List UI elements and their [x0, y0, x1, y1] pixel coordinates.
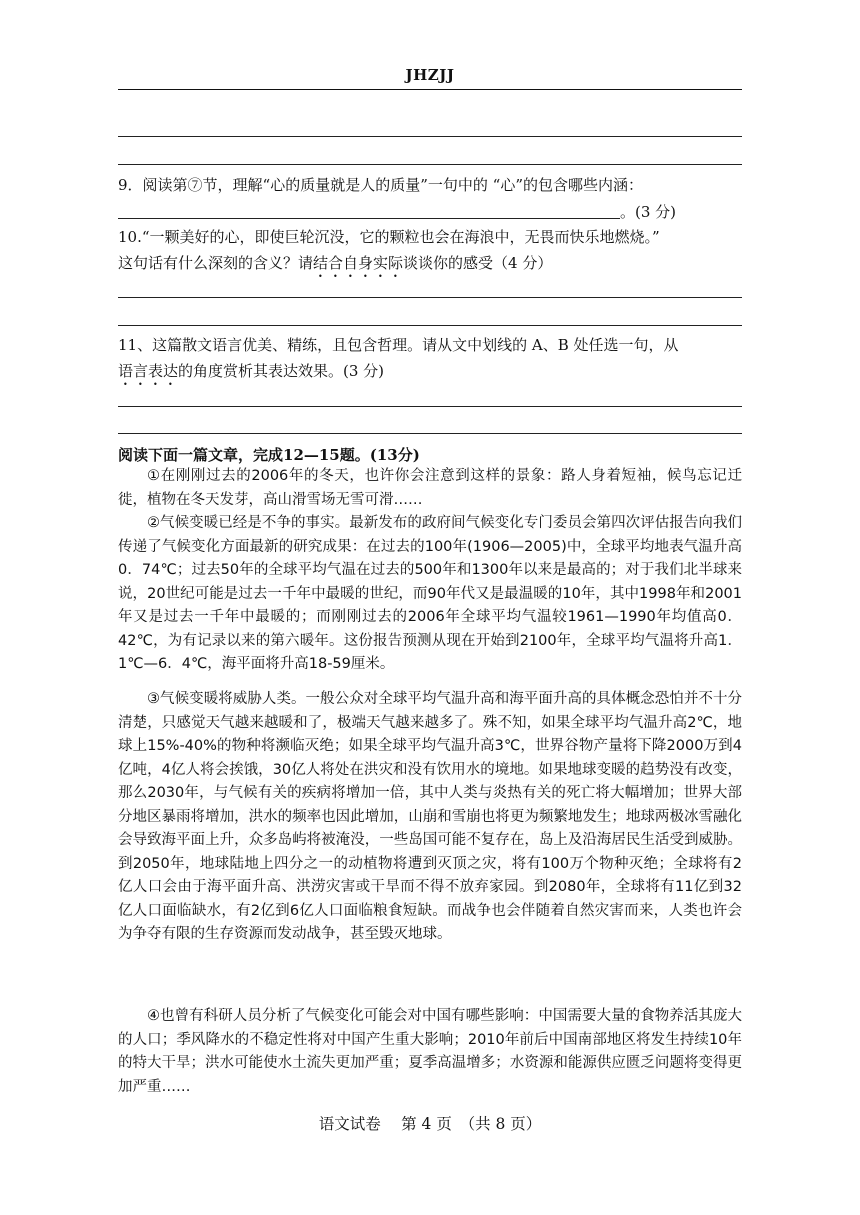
section-title: 阅读下面一篇文章，完成12—15题。(13分)	[118, 446, 420, 464]
article-paragraph-1: ①在刚刚过去的2006年的冬天，也许你会注意到这样的景象：路人身着短袖，候鸟忘记迁徙，植物在冬天发芽，高山滑雪场无雪可滑……	[118, 468, 742, 508]
answer-line	[118, 406, 742, 407]
question-10-score: 谈谈你的感受（4 分）	[403, 254, 553, 272]
question-10-prompt: 这句话有什么深刻的含义？请	[118, 254, 314, 272]
article-paragraph-2: ②气候变暖已经是不争的事实。最新发布的政府间气候变化专门委员会第四次评估报告向我们传递了气候变化方面最新的研究成果：在过去的100年(1906—2005)中，全球平均地表气温升高0．74℃；过去50年的全球平均气温在过去的500年和1300年以来是最高的；对于我们北半球来说，20世纪可能是过去一千年中最暖的世纪，而90年代又是最温暖的10年，其中1998年和2001年又是过去一千年中最暖的；而刚刚过去的2006年全球平均气温较1961—1990年均值高0．42℃，为有记录以来的第六暖年。这份报告预测从现在开始到2100年，全球平均气温将升高1．1℃—6．4℃，海平面将升高18-59厘米。	[118, 515, 742, 672]
page-footer: 语文试卷 第 4 页 （共 8 页）	[318, 1115, 542, 1133]
header-rule	[118, 89, 742, 90]
answer-line	[118, 325, 742, 326]
article-paragraph-3: ③气候变暖将威胁人类。一般公众对全球平均气温升高和海平面升高的具体概念恐怕并不十分清楚，只感觉天气越来越暖和了，极端天气越来越多了。殊不知，如果全球平均气温升高2℃，地球上15%-40%的物种将濒临灭绝；如果全球平均气温升高3℃，世界谷物产量将下降2000万到4亿吨，4亿人将会挨饿，30亿人将处在洪灾和没有饮用水的境地。如果地球变暖的趋势没有改变，那么2030年，与气候有关的疾病将增加一倍，其中人类与炎热有关的死亡将大幅增加；世界大部分地区暴雨将增加，洪水的频率也因此增加，山崩和雪崩也将更为频繁地发生；地球两极冰雪融化会导致海平面上升，众多岛屿将被淹没，一些岛国可能不复存在，岛上及沿海居民生活受到威胁。到2050年，地球陆地上四分之一的动植物将遭到灭顶之灾，将有100万个物种灭绝；全球将有2亿人口会由于海平面升高、洪涝灾害或干旱而不得不放弃家园。到2080年，全球将有11亿到32亿人口面临缺水，有2亿到6亿人口面临粮食短缺。而战争也会伴随着自然灾害而来，人类也许会为争夺有限的生存资源而发动战争，甚至毁灭地球。	[118, 691, 742, 942]
emphasis-text: 语言表达	[118, 362, 179, 380]
question-9-answer	[118, 201, 742, 222]
answer-line	[118, 297, 742, 298]
answer-line	[118, 164, 742, 165]
answer-blank[interactable]	[118, 202, 620, 219]
question-10-line1: 10.“一颗美好的心，即使巨轮沉没，它的颗粒也会在海浪中，无畏而快乐地燃烧。”	[118, 228, 660, 246]
answer-line	[118, 433, 742, 434]
article-paragraph-4: ④也曾有科研人员分析了气候变化可能会对中国有哪些影响：中国需要大量的食物养活其庞大的人口；季风降水的不稳定性将对中国产生重大影响；2010年前后中国南部地区将发生持续10年的特大干旱；洪水可能使水土流失更加严重；夏季高温增多；水资源和能源供应匮乏问题将变得更加严重……	[118, 1008, 742, 1095]
question-11-line1: 11、这篇散文语言优美、精练，且包含哲理。请从文中划线的 A、B 处任选一句，从	[118, 336, 679, 354]
page-header-code: JHZJJ	[405, 66, 455, 84]
question-11-line2	[118, 360, 742, 389]
question-11-score: 的角度赏析其表达效果。(3 分)	[178, 362, 385, 380]
answer-line	[118, 136, 742, 137]
question-10-line2	[118, 252, 742, 281]
question-9-text: 9．阅读第⑦节，理解“心的质量就是人的质量”一句中的 “心”的包含哪些内涵：	[118, 176, 643, 194]
question-9-score: 。(3 分)	[620, 203, 677, 221]
emphasis-text: 结合自身实际	[313, 254, 404, 272]
question-9	[118, 174, 742, 195]
